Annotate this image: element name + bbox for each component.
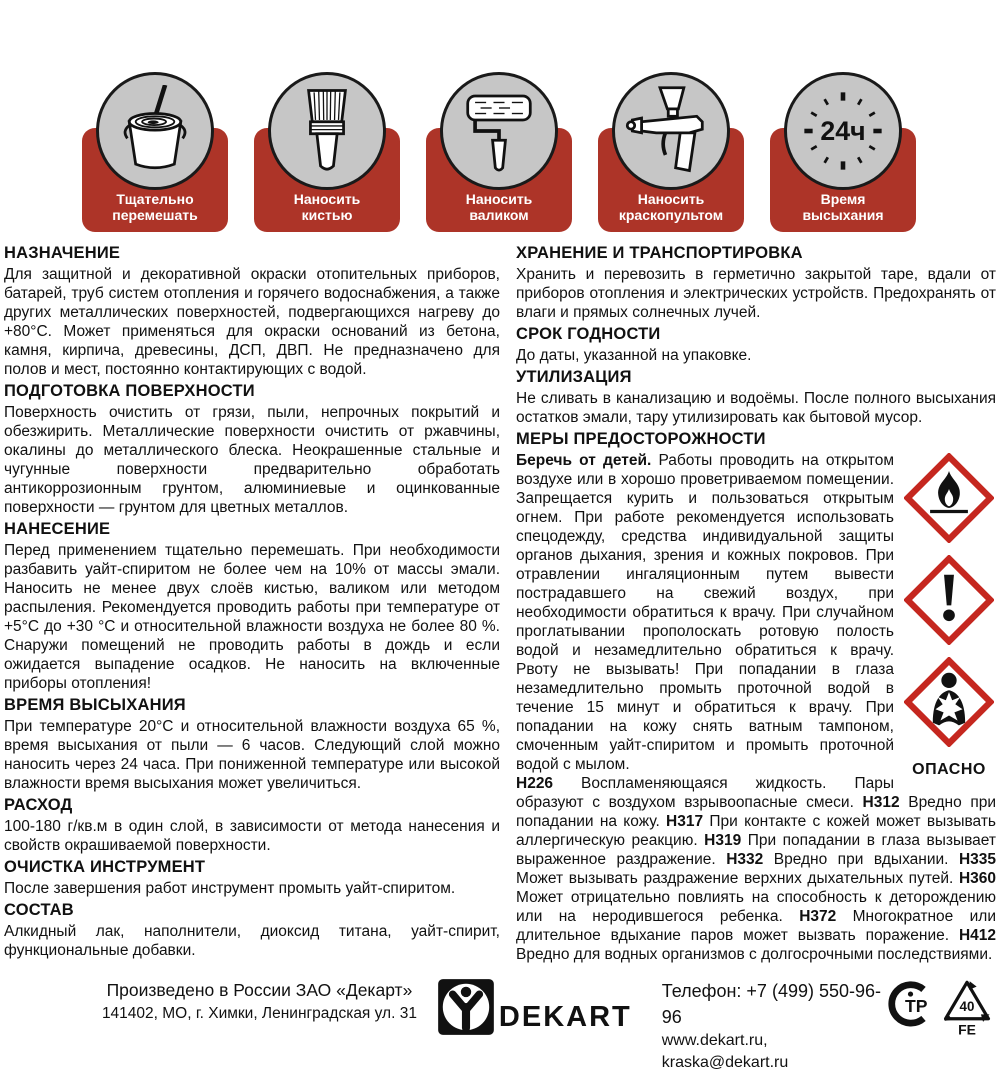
section-heading: ХРАНЕНИЕ И ТРАНСПОРТИРОВКА (516, 243, 996, 264)
keep-from-children-note: Беречь от детей. (516, 452, 651, 469)
section-heading: СОСТАВ (4, 900, 500, 921)
producer-line1: Произведено в России ЗАО «Декарт» (96, 978, 423, 1003)
clock-icon (784, 72, 902, 190)
h-text: При контакте с кожей может вызывать аллергическую реакцию. (516, 813, 996, 849)
hazard-statements-paragraph (516, 774, 996, 964)
h-code: H372 (799, 908, 836, 925)
precautions-text: Работы проводить на открытом воздухе или в хорошо проветриваемом помещении. Запрещается курить и пользоваться открытым огнем. При работе рекомендуется использовать спецодежду, средства индивидуальной защиты органов дыхания, зрения и кожных покровов. При отравлении ингаляционным путем вывести пострадавшего на свежий воздух, при необходимости обратиться к врачу. При случайном проглатывании прополоскать ротовую полость водой и незамедлительно обратиться к врачу. Рвоту не вызывать! При попадании в глаза незамедлительно промыть проточной водой в течение 15 минут и обратиться к врачу. При попадании на кожу снять ватным тампоном, смоченным уайт-спиритом и промыть проточной водой с мылом. (516, 452, 894, 773)
health-hazard-icon (904, 657, 994, 747)
usage-icon-strip (0, 0, 1000, 232)
section-body: 100-180 г/кв.м в один слой, в зависимости от метода нанесения и свойств окрашиваемой поверхности. (4, 817, 500, 855)
section-heading: СРОК ГОДНОСТИ (516, 324, 996, 345)
icon-label-line: высыхания (772, 207, 914, 223)
section-naznachenie (4, 243, 500, 379)
spray-gun-icon (612, 72, 730, 190)
tr-mark-text: ТР (905, 996, 928, 1016)
paint-roller-icon (440, 72, 558, 190)
section-utilizatsiya (516, 367, 996, 427)
section-vremya-vysykhaniya (4, 695, 500, 793)
icon-label-line: кистью (256, 207, 398, 223)
label-text-content (0, 232, 1000, 966)
left-column (4, 242, 500, 966)
h-text: Вредно для водных организмов с долгосрочными последствиями. (516, 946, 992, 963)
icon-group-stir (82, 72, 228, 232)
phone-number: Телефон: +7 (499) 550-96-96 (662, 978, 884, 1030)
certification-marks (884, 978, 994, 1038)
brand-wordmark: DEKART (499, 1003, 632, 1032)
section-nanesenie (4, 519, 500, 693)
icon-label-line: Наносить (256, 191, 398, 207)
section-body: Хранить и перевозить в герметично закрытой таре, вдали от приборов отопления и электрических устройств. Предохранять от влаги и прямых солнечных лучей. (516, 265, 996, 322)
brand-logo (437, 978, 632, 1036)
section-body: После завершения работ инструмент промыть уайт-спиритом. (4, 879, 500, 898)
section-mery-predostorozhnosti (516, 429, 996, 964)
ghs-pictogram-column (902, 453, 996, 779)
flame-icon (904, 453, 994, 543)
h-code: H335 (959, 851, 996, 868)
icon-label-line: Время (772, 191, 914, 207)
tr-certification-icon (884, 978, 936, 1034)
paint-brush-icon (268, 72, 386, 190)
h-text: Вредно при вдыхании. (763, 851, 959, 868)
section-body: До даты, указанной на упаковке. (516, 346, 996, 365)
h-code: H317 (666, 813, 703, 830)
h-text: Многократное или длительное вдыхание паров может вызвать поражение. (516, 908, 996, 944)
section-heading: МЕРЫ ПРЕДОСТОРОЖНОСТИ (516, 429, 996, 450)
signal-word: ОПАСНО (912, 761, 986, 779)
h-text: При попадании в глаза вызывает выраженное раздражение. (516, 832, 996, 868)
icon-label-line: Тщательно (84, 191, 226, 207)
icon-label (428, 191, 570, 223)
h-code: H360 (959, 870, 996, 887)
exclamation-icon (904, 555, 994, 645)
icon-group-brush (254, 72, 400, 232)
website-email: www.dekart.ru, kraska@dekart.ru (662, 1030, 884, 1074)
icon-label-line: Наносить (428, 191, 570, 207)
icon-group-drying-time (770, 72, 916, 232)
contact-info (662, 978, 884, 1074)
icon-label (84, 191, 226, 223)
icon-label-line: валиком (428, 207, 570, 223)
section-heading: РАСХОД (4, 795, 500, 816)
section-heading: ОЧИСТКА ИНСТРУМЕНТ (4, 857, 500, 878)
section-body: Не сливать в канализацию и водоёмы. После полного высыхания остатков эмали, тару утилизировать как бытовой мусор. (516, 389, 996, 427)
icon-label-line: Наносить (600, 191, 742, 207)
h-code: H412 (959, 927, 996, 944)
h-text: Может вызывать раздражение верхних дыхательных путей. (516, 870, 959, 887)
footer (0, 966, 1000, 1074)
section-body: При температуре 20°C и относительной влажности воздуха 65 %, время высыхания от пыли — 6 часов. Следующий слой можно наносить через 24 часа. При пониженной температуре или высокой влажности время высыхания может увеличиться. (4, 717, 500, 793)
section-heading: УТИЛИЗАЦИЯ (516, 367, 996, 388)
producer-info (96, 978, 423, 1024)
section-heading: НАЗНАЧЕНИЕ (4, 243, 500, 264)
stir-bucket-icon (96, 72, 214, 190)
section-heading: ПОДГОТОВКА ПОВЕРХНОСТИ (4, 381, 500, 402)
section-heading: ВРЕМЯ ВЫСЫХАНИЯ (4, 695, 500, 716)
icon-label (772, 191, 914, 223)
fe40-recycling-icon (940, 978, 994, 1038)
drying-time-badge: 24ч (820, 116, 865, 146)
section-khranenie (516, 243, 996, 322)
dekart-logo-icon (437, 978, 495, 1036)
h-code: H332 (726, 851, 763, 868)
icon-label (600, 191, 742, 223)
section-podgotovka (4, 381, 500, 517)
h-code: H312 (863, 794, 900, 811)
section-body: Перед применением тщательно перемешать. При необходимости разбавить уайт-спиритом не более чем на 10% от массы эмали. Наносить не менее двух слоёв кистью, валиком или методом распыления. Рекомендуется проводить работы при температуре от +5°C до +30 °C и относительной влажности воздуха не более 80 %. Снаружи помещений не проводить работы в дождь и если ожидается выпадение осадков. Не наносить на включенные приборы отопления! (4, 541, 500, 693)
recycle-material-text: FE (958, 1021, 976, 1037)
section-sostav (4, 900, 500, 960)
section-body: Для защитной и декоративной окраски отопительных приборов, батарей, труб систем отопления и горячего водоснабжения, а также других металлических поверхностей, подвергающихся нагреву до +80°C. Может применяться для окраски оснований из бетона, камня, кирпича, древесины, ДСП, ДВП. Не предназначено для полов и мест, постоянно контактирующих с водой. (4, 265, 500, 379)
h-code: H226 (516, 775, 553, 792)
h-text: Воспламеняющаяся жидкость. Пары образуют с воздухом взрывоопасные смеси. (516, 775, 894, 811)
recycle-number-text: 40 (960, 999, 975, 1014)
icon-label-line: краскопультом (600, 207, 742, 223)
section-raskhod (4, 795, 500, 855)
section-body: Алкидный лак, наполнители, диоксид титана, уайт-спирит, функциональные добавки. (4, 922, 500, 960)
icon-label (256, 191, 398, 223)
section-ochistka (4, 857, 500, 898)
right-column (516, 242, 996, 966)
icon-group-roller (426, 72, 572, 232)
icon-label-line: перемешать (84, 207, 226, 223)
section-srok-godnosti (516, 324, 996, 365)
h-text: Может отрицательно повлиять на способность к деторождению или на неродившегося ребенка. (516, 889, 996, 925)
h-text: Вредно при попадании на кожу. (516, 794, 996, 830)
producer-address: 141402, МО, г. Химки, Ленинградская ул. 31 (96, 1003, 423, 1024)
section-heading: НАНЕСЕНИЕ (4, 519, 500, 540)
section-body: Поверхность очистить от грязи, пыли, непрочных покрытий и обезжирить. Металлические поверхности очистить от ржавчины, окалины до металлического блеска. Неокрашенные стальные и чугунные поверхности предварительно обработать антикоррозионным грунтом, алюминиевые и оцинкованные поверхности — грунтом для цветных металлов. (4, 403, 500, 517)
h-code: H319 (704, 832, 741, 849)
icon-group-spray (598, 72, 744, 232)
